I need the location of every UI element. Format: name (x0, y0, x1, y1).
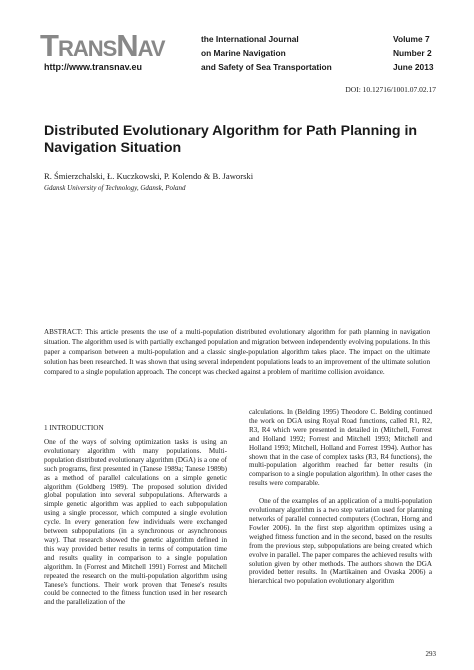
journal-name-line: the International Journal (201, 34, 299, 44)
journal-name-line: on Marine Navigation (201, 48, 286, 58)
paragraph: calculations. In (Belding 1995) Theodore C. Belding continued the work on DGA using Royal Road functions, called R1, R2, R3, R4 which were presented in detailed in (Mitchell, Forrest and Holland 1992; Forrest and Mitchell 1993; Mitchell and Holland 1993; Mitchell, Holland and Forrest 1994). Author has shown that in the case of complex tasks (R3, R4 functions), the multi-population algorithm reached far better results (in comparison to a single population algorithm). In other cases the results were comparable. (249, 408, 432, 488)
right-column (249, 408, 432, 586)
paper-title: Distributed Evolutionary Algorithm for Path Planning in Navigation Situation (44, 123, 418, 156)
authors: R. Śmierzchalski, Ł. Kuczkowski, P. Kolendo & B. Jaworski (44, 171, 254, 181)
date-label: June 2013 (393, 62, 434, 72)
paragraph: One of the examples of an application of a multi-population evolutionary algorithm is a two step variation used for planning networks of parallel connected computers (Cochran, Horng and Fowler 2006). In the first step algorithm optimizes using a weighed fitness function and in the second, based on the results from the previous step, subpopulations are being created which evolve in parallel. The paper compares the achieved results with solution given by other methods. The authors shown the DGA provided better results. In (Martikainen and Ovaska 2006) a hierarchical two population evolutionary algorithm (249, 497, 432, 586)
page-number: 293 (425, 650, 436, 658)
doi-label: DOI: 10.12716/1001.07.02.17 (345, 85, 436, 94)
volume-label: Volume 7 (393, 34, 430, 44)
journal-url-link[interactable]: http://www.transnav.eu (44, 62, 143, 72)
journal-name (201, 32, 332, 74)
section-heading: 1 INTRODUCTION (44, 424, 104, 432)
paragraph: One of the ways of solving optimization tasks is using an evolutionary algorithm with many populations. Multi-population distributed evolutionary algorithm (DGA) is a one of such programs, first presented in (Tanese 1989a; Tanese 1989b) as a method of parallel calculations on a simple genetic algorithm (Goldberg 1989). The proposed solution divided global population into several subpopulations. Afterwards a simple genetic algorithm was applied to each subpopulation using a single processor, which computed a single evolution cycle. In every generation few individuals were exchanged between subpopulations (in a synchronous or asynchronous way). That research showed the genetic algorithm defined in this way provided better results in terms of computation time and results quality in comparison to a single population algorithm. In (Forrest and Mitchell 1991) Forrest and Mitchell repeated the research on the multi-population algorithm using Tanese's functions. Their work proven that Tenese's results could be connected to the fitness function used in her research and the parallelization of the (44, 438, 227, 607)
journal-name-line: and Safety of Sea Transportation (201, 62, 332, 72)
left-column (44, 438, 227, 607)
affiliation: Gdansk University of Technology, Gdansk, Poland (44, 184, 186, 192)
transnav-logo: TRANSNAV (40, 28, 165, 63)
number-label: Number 2 (393, 48, 432, 58)
issue-info (393, 32, 434, 74)
abstract: ABSTRACT: This article presents the use of a multi-population distributed evolutionary algorithm for path planning in navigation situation. The algorithm used is with partially exchanged population and migration between independently evolving populations. In this paper a comparison between a multi-population and a classic single-population algorithm takes place. The impact on the ultimate solution has been researched. It was shown that using several independent populations leads to an improvement of the ultimate solution compared to a single population approach. The concept was checked against a problem of maritime collision avoidance. (44, 328, 430, 377)
